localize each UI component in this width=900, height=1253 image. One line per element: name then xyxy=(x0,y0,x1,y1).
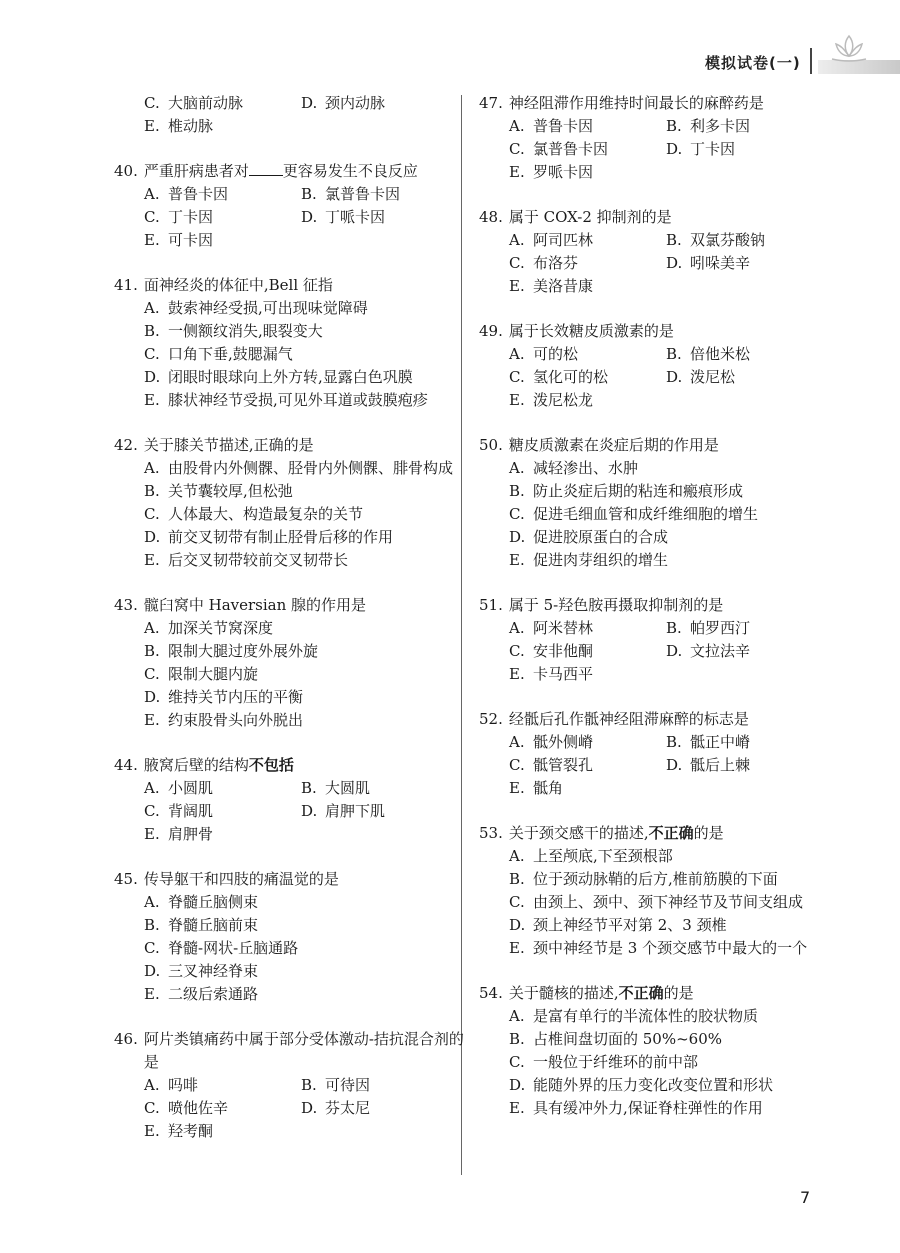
question-53 xyxy=(479,822,829,960)
option[interactable]: B. 一侧额纹消失,眼裂变大 xyxy=(144,322,323,340)
question-stem: 46. 阿片类镇痛药中属于部分受体激动-拮抗混合剂的是 xyxy=(114,1030,464,1071)
option[interactable]: C. 喷他佐辛 xyxy=(144,1099,229,1117)
option[interactable]: D. 闭眼时眼球向上外方转,显露白色巩膜 xyxy=(144,368,413,386)
option[interactable]: C. 促进毛细血管和成纤维细胞的增生 xyxy=(509,505,759,523)
option[interactable]: B. 脊髓丘脑前束 xyxy=(144,916,259,934)
question-stem: 42. 关于膝关节描述,正确的是 xyxy=(114,436,314,454)
option[interactable]: C. 一般位于纤维环的前中部 xyxy=(509,1053,699,1071)
question-stem: 47. 神经阻滞作用维持时间最长的麻醉药是 xyxy=(479,94,764,112)
option[interactable]: E. 约束股骨头向外脱出 xyxy=(144,711,304,729)
option[interactable]: B. 防止炎症后期的粘连和瘢痕形成 xyxy=(509,482,744,500)
option[interactable]: D. 吲哚美辛 xyxy=(666,254,751,272)
option[interactable]: A. 小圆肌 xyxy=(144,779,214,797)
option[interactable]: E. 肩胛骨 xyxy=(144,825,214,843)
option[interactable]: C. 丁卡因 xyxy=(144,208,214,226)
option[interactable]: E. 二级后索通路 xyxy=(144,985,259,1003)
question-stem: 50. 糖皮质激素在炎症后期的作用是 xyxy=(479,436,719,454)
option[interactable]: B. 关节囊较厚,但松弛 xyxy=(144,482,293,500)
option[interactable]: D. 维持关节内压的平衡 xyxy=(144,688,304,706)
question-stem: 43. 髋臼窝中 Haversian 腺的作用是 xyxy=(114,596,367,614)
answer-blank xyxy=(249,161,283,176)
right-column xyxy=(479,92,829,1142)
question-stem: 52. 经骶后孔作骶神经阻滞麻醉的标志是 xyxy=(479,710,749,728)
option[interactable]: A. 是富有单行的半流体性的胶状物质 xyxy=(509,1007,759,1025)
option[interactable]: C. 限制大腿内旋 xyxy=(144,665,259,683)
option[interactable]: C. 背阔肌 xyxy=(144,802,214,820)
option[interactable]: A. 由股骨内外侧髁、胫骨内外侧髁、腓骨构成 xyxy=(144,459,454,477)
option[interactable]: D. 丁卡因 xyxy=(666,140,736,158)
question-49 xyxy=(479,320,829,412)
option[interactable]: B. 帕罗西汀 xyxy=(666,619,751,637)
option[interactable]: A. 减轻渗出、水肿 xyxy=(509,459,639,477)
option[interactable]: C. 骶管裂孔 xyxy=(509,756,594,774)
question-46 xyxy=(114,1028,464,1143)
option[interactable]: C. 由颈上、颈中、颈下神经节及节间支组成 xyxy=(509,893,804,911)
question-51 xyxy=(479,594,829,686)
option[interactable]: E. 泼尼松龙 xyxy=(509,391,594,409)
question-40 xyxy=(114,160,464,252)
option[interactable]: C. 口角下垂,鼓腮漏气 xyxy=(144,345,293,363)
option[interactable]: D. 丁哌卡因 xyxy=(301,208,386,226)
option[interactable]: E. 可卡因 xyxy=(144,231,214,249)
question-42 xyxy=(114,434,464,572)
option[interactable]: E. 骶角 xyxy=(509,779,564,797)
option[interactable]: E. 羟考酮 xyxy=(144,1122,214,1140)
option[interactable]: E. 卡马西平 xyxy=(509,665,594,683)
question-41 xyxy=(114,274,464,412)
option[interactable]: E. 膝状神经节受损,可见外耳道或鼓膜疱疹 xyxy=(144,391,428,409)
question-stem: 45. 传导躯干和四肢的痛温觉的是 xyxy=(114,870,339,888)
lotus-logo-icon xyxy=(828,32,870,64)
question-stem: 53. 关于颈交感干的描述,不正确的是 xyxy=(479,824,724,842)
option[interactable]: C. 大脑前动脉 xyxy=(144,94,244,112)
question-stem: 51. 属于 5-羟色胺再摄取抑制剂的是 xyxy=(479,596,724,614)
option[interactable]: B. 可待因 xyxy=(301,1076,371,1094)
option[interactable]: B. 氯普鲁卡因 xyxy=(301,185,401,203)
option[interactable]: D. 颈内动脉 xyxy=(301,94,386,112)
option[interactable]: A. 普鲁卡因 xyxy=(144,185,229,203)
option[interactable]: A. 阿司匹林 xyxy=(509,231,594,249)
option[interactable]: D. 促进胶原蛋白的合成 xyxy=(509,528,669,546)
option[interactable]: D. 肩胛下肌 xyxy=(301,802,386,820)
header-rule xyxy=(810,48,812,74)
option[interactable]: B. 双氯芬酸钠 xyxy=(666,231,766,249)
option[interactable]: A. 吗啡 xyxy=(144,1076,199,1094)
option[interactable]: A. 阿米替林 xyxy=(509,619,594,637)
option[interactable]: B. 限制大腿过度外展外旋 xyxy=(144,642,319,660)
question-stem: 49. 属于长效糖皮质激素的是 xyxy=(479,322,674,340)
option[interactable]: A. 可的松 xyxy=(509,345,579,363)
option[interactable]: E. 颈中神经节是 3 个颈交感节中最大的一个 xyxy=(509,939,808,957)
question-stem: 54. 关于髓核的描述,不正确的是 xyxy=(479,984,694,1002)
question-50 xyxy=(479,434,829,572)
option[interactable]: B. 骶正中嵴 xyxy=(666,733,751,751)
option[interactable]: D. 能随外界的压力变化改变位置和形状 xyxy=(509,1076,774,1094)
option[interactable]: D. 骶后上棘 xyxy=(666,756,751,774)
question-stem: 44. 腋窝后壁的结构不包括 xyxy=(114,756,294,774)
option[interactable]: C. 氯普鲁卡因 xyxy=(509,140,609,158)
option[interactable]: D. 芬太尼 xyxy=(301,1099,371,1117)
question-43 xyxy=(114,594,464,732)
page-number: 7 xyxy=(800,1188,811,1207)
question-39-continued xyxy=(114,92,464,138)
question-45 xyxy=(114,868,464,1006)
question-48 xyxy=(479,206,829,298)
page-header xyxy=(0,0,900,90)
option[interactable]: B. 大圆肌 xyxy=(301,779,371,797)
option[interactable]: C. 脊髓-网状-丘脑通路 xyxy=(144,939,299,957)
option[interactable]: A. 上至颅底,下至颈根部 xyxy=(509,847,673,865)
option[interactable]: E. 促进肉芽组织的增生 xyxy=(509,551,669,569)
option[interactable]: E. 罗哌卡因 xyxy=(509,163,594,181)
question-47 xyxy=(479,92,829,184)
question-54 xyxy=(479,982,829,1120)
option[interactable]: D. 前交叉韧带有制止胫骨后移的作用 xyxy=(144,528,394,546)
option[interactable]: C. 安非他酮 xyxy=(509,642,594,660)
option[interactable]: A. 鼓索神经受损,可出现味觉障碍 xyxy=(144,299,368,317)
option[interactable]: B. 占椎间盘切面的 50%~60% xyxy=(509,1030,723,1048)
header-title: 模拟试卷(一) xyxy=(705,54,801,72)
option[interactable]: D. 泼尼松 xyxy=(666,368,736,386)
option[interactable]: A. 加深关节窝深度 xyxy=(144,619,274,637)
option[interactable]: E. 具有缓冲外力,保证脊柱弹性的作用 xyxy=(509,1099,763,1117)
option[interactable]: B. 利多卡因 xyxy=(666,117,751,135)
option[interactable]: B. 倍他米松 xyxy=(666,345,751,363)
option[interactable]: E. 美洛昔康 xyxy=(509,277,594,295)
option[interactable]: A. 骶外侧嵴 xyxy=(509,733,594,751)
option[interactable]: A. 普鲁卡因 xyxy=(509,117,594,135)
option[interactable]: C. 布洛芬 xyxy=(509,254,579,272)
option[interactable]: C. 氢化可的松 xyxy=(509,368,609,386)
question-stem: 40. 严重肝病患者对 更容易发生不良反应 xyxy=(114,162,418,180)
option[interactable]: E. 后交叉韧带较前交叉韧带长 xyxy=(144,551,349,569)
option[interactable]: B. 位于颈动脉鞘的后方,椎前筋膜的下面 xyxy=(509,870,778,888)
question-stem: 41. 面神经炎的体征中,Bell 征指 xyxy=(114,276,333,294)
option[interactable]: A. 脊髓丘脑侧束 xyxy=(144,893,259,911)
option[interactable]: C. 人体最大、构造最复杂的关节 xyxy=(144,505,364,523)
option[interactable]: D. 颈上神经节平对第 2、3 颈椎 xyxy=(509,916,727,934)
question-stem: 48. 属于 COX-2 抑制剂的是 xyxy=(479,208,672,226)
option[interactable]: E. 椎动脉 xyxy=(144,117,214,135)
left-column xyxy=(114,92,464,1165)
question-44 xyxy=(114,754,464,846)
option[interactable]: D. 三叉神经脊束 xyxy=(144,962,259,980)
option[interactable]: D. 文拉法辛 xyxy=(666,642,751,660)
question-52 xyxy=(479,708,829,800)
